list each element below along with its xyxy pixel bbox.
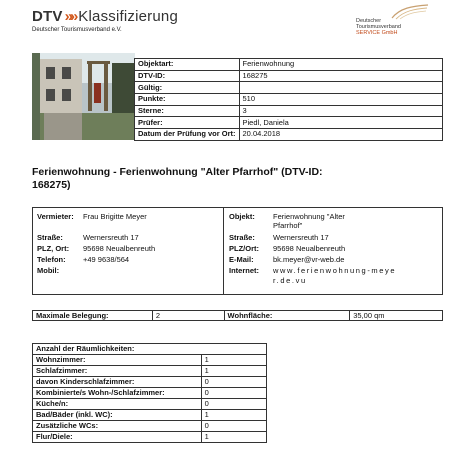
room-row <box>33 399 267 410</box>
info-row <box>135 59 443 71</box>
info-value: 168275 <box>239 70 442 82</box>
landlord-phone-label: Telefon: <box>37 255 66 264</box>
room-label: Bad/Bäder (inkl. WC): <box>33 410 202 421</box>
room-row <box>33 410 267 421</box>
info-label: DTV-ID: <box>135 70 240 82</box>
object-website-link-line2[interactable]: r.de.vu <box>273 276 307 285</box>
info-row <box>135 105 443 117</box>
landlord-phone[interactable]: +49 9638/564 <box>83 255 130 264</box>
vermieter-name: Frau Brigitte Meyer <box>83 212 147 221</box>
info-value: 20.04.2018 <box>239 129 442 141</box>
info-label: Prüfer: <box>135 117 240 129</box>
info-row <box>135 82 443 94</box>
page-title: Ferienwohnung - Ferienwohnung "Alter Pfarrhof" (DTV-ID: 168275) <box>32 166 323 191</box>
classification-info-table <box>134 58 443 141</box>
room-label: Wohnzimmer: <box>33 355 202 366</box>
brand-title: Klassifizierung <box>78 8 179 25</box>
object-name-line1: Ferienwohnung "Alter <box>273 212 345 221</box>
partner-line-3: SERVICE GmbH <box>356 30 398 36</box>
landlord-mobile-label: Mobil: <box>37 266 60 275</box>
room-label: Flur/Diele: <box>33 432 202 443</box>
room-count: 1 <box>201 410 266 421</box>
room-count: 0 <box>201 399 266 410</box>
info-value: 510 <box>239 94 442 106</box>
room-row <box>33 355 267 366</box>
object-email-link[interactable]: bk.meyer@vr-web.de <box>273 255 345 264</box>
room-label: Kombinierte/s Wohn-/Schlafzimmer: <box>33 388 202 399</box>
flaeche-label: Wohnfläche: <box>224 311 350 321</box>
capacity-table <box>32 310 443 321</box>
info-value <box>239 82 442 94</box>
rooms-header: Anzahl der Räumlichkeiten: <box>33 344 267 355</box>
room-count: 0 <box>201 388 266 399</box>
info-value: 3 <box>239 105 442 117</box>
landlord-street-label: Straße: <box>37 233 63 242</box>
info-value: Piedl, Daniela <box>239 117 442 129</box>
room-count: 1 <box>201 366 266 377</box>
flaeche-value: 35,00 qm <box>350 311 443 321</box>
belegung-value: 2 <box>152 311 224 321</box>
room-row <box>33 432 267 443</box>
vermieter-label: Vermieter: <box>37 212 74 221</box>
info-row <box>135 94 443 106</box>
object-internet-label: Internet: <box>229 266 259 275</box>
room-row <box>33 366 267 377</box>
property-photo <box>32 53 135 140</box>
info-row <box>135 117 443 129</box>
landlord-street: Wernersreuth 17 <box>83 233 139 242</box>
room-label: Zusätzliche WCs: <box>33 421 202 432</box>
room-label: Küche/n: <box>33 399 202 410</box>
info-label: Punkte: <box>135 94 240 106</box>
object-email-label: E-Mail: <box>229 255 254 264</box>
object-street: Wernersreuth 17 <box>273 233 329 242</box>
object-street-label: Straße: <box>229 233 255 242</box>
landlord-plz: 95698 Neualbenreuth <box>83 244 156 253</box>
room-row <box>33 421 267 432</box>
rooms-header-row <box>33 344 267 355</box>
room-label: Schlafzimmer: <box>33 366 202 377</box>
rooms-table <box>32 343 267 443</box>
room-label: davon Kinderschlafzimmer: <box>33 377 202 388</box>
room-count: 0 <box>201 377 266 388</box>
brand-subtitle: Deutscher Tourismusverband e.V. <box>32 27 122 33</box>
object-plz-label: PLZ/Ort: <box>229 244 259 253</box>
object-plz: 95698 Neualbenreuth <box>273 244 346 253</box>
info-label: Sterne: <box>135 105 240 117</box>
info-label: Gültig: <box>135 82 240 94</box>
info-label: Objektart: <box>135 59 240 71</box>
info-label: Datum der Prüfung vor Ort: <box>135 129 240 141</box>
contact-divider <box>223 207 224 295</box>
object-website-link-line1[interactable]: www.ferienwohnung-meye <box>273 266 397 275</box>
info-value: Ferienwohnung <box>239 59 442 71</box>
info-row <box>135 70 443 82</box>
brand-dtv: DTV <box>32 8 63 25</box>
partner-line-1: Deutscher <box>356 18 382 24</box>
room-count: 1 <box>201 432 266 443</box>
swoosh-icon <box>390 4 430 20</box>
room-row <box>33 388 267 399</box>
property-photo-image <box>32 53 135 140</box>
capacity-row <box>33 311 443 321</box>
room-count: 0 <box>201 421 266 432</box>
room-count: 1 <box>201 355 266 366</box>
object-name-line2: Pfarrhof" <box>273 221 303 230</box>
contact-box <box>32 207 443 295</box>
partner-line-2: Tourismusverband <box>356 24 401 30</box>
info-row <box>135 129 443 141</box>
belegung-label: Maximale Belegung: <box>33 311 153 321</box>
object-label: Objekt: <box>229 212 255 221</box>
room-row <box>33 377 267 388</box>
landlord-plz-label: PLZ, Ort: <box>37 244 70 253</box>
brand-chevron-icon: »» <box>64 8 76 25</box>
dtv-klassifizierung-logo <box>32 8 178 33</box>
